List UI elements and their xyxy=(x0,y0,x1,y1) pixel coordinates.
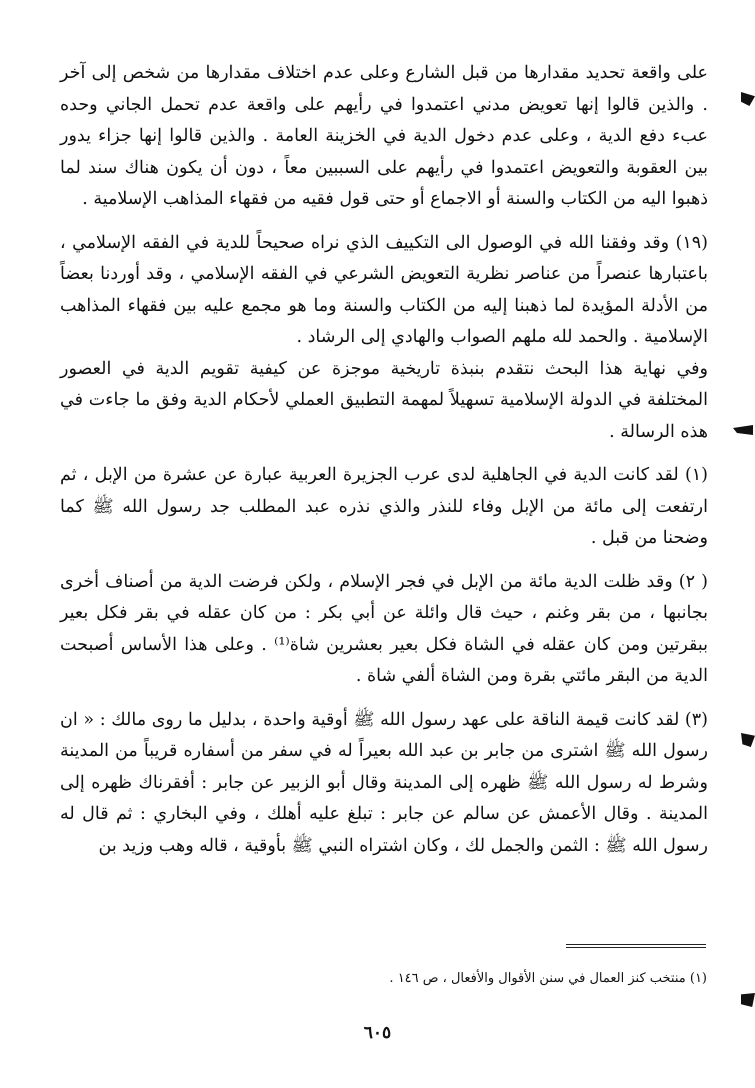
page-number: ٦٠٥ xyxy=(363,1023,392,1043)
list-item-3: (٣) لقد كانت قيمة الناقة على عهد رسول الله ﷺ أوقية واحدة ، بدليل ما روى مالك : « ان رسول الله ﷺ اشترى من جابر بن عبد الله بعيراً له في سفر من أسفاره قريباً من المدينة وشرط له رسول الله ﷺ ظهره إلى المدينة وقال أبو الزبير عن جابر : أفقرناك ظهره إلى المدينة . وقال الأعمش عن سالم عن جابر : تبلغ عليه أهلك ، وفي البخاري : ثم قال له رسول الله ﷺ : الثمن والجمل لك ، وكان اشتراه النبي ﷺ بأوقية ، قاله وهب وزيد بن xyxy=(60,709,708,856)
scan-mark-icon xyxy=(741,733,755,747)
scan-mark-icon xyxy=(733,425,753,435)
footnote: (١) منتخب كنز العمال في سنن الأقوال والأفعال ، ص ١٤٦ . xyxy=(389,971,707,986)
scan-mark-icon xyxy=(741,92,755,106)
footnote-divider xyxy=(566,944,706,948)
list-item-1: (١) لقد كانت الدية في الجاهلية لدى عرب الجزيرة العربية عبارة عن عشرة من الإبل ، ثم ارتفعت إلى مائة من الإبل وفاء للنذر والذي نذره عبد المطلب جد رسول الله ﷺ كما وضحنا من قبل . xyxy=(60,465,708,548)
page-body xyxy=(60,58,708,862)
paragraph-1: على واقعة تحديد مقدارها من قبل الشارع وعلى عدم اختلاف مقدارها من شخص إلى آخر . والذين قالوا إنها تعويض مدني اعتمدوا في رأيهم على واقعة عدم تحمل الجاني وحده عبء دفع الدية ، وعلى عدم دخول الدية في الخزينة العامة . والذين قالوا إنها جزاء يدور بين العقوبة والتعويض اعتمدوا في رأيهم على السببين معاً ، دون أن يكون هناك سند لما ذهبوا اليه من الكتاب والسنة أو الاجماع أو حتى قول فقيه من فقهاء المذاهب الإسلامية . xyxy=(60,63,708,209)
list-item-2: ( ٢) وقد ظلت الدية مائة من الإبل في فجر الإسلام ، ولكن فرضت الدية من أصناف أخرى بجانبها ، من بقر وغنم ، حيث قال وائلة عن أبي بكر : من كان عقله في بقر فكل بعير ببقرتين ومن كان عقله في الشاة فكل بعير بعشرين شاة⁽¹⁾ . وعلى هذا الأساس أصبحت الدية من البقر مائتي بقرة ومن الشاة ألفي شاة . xyxy=(60,571,709,686)
scan-mark-icon xyxy=(741,993,755,1007)
paragraph-19: (١٩) وقد وفقنا الله في الوصول الى التكييف الذي نراه صحيحاً للدية في الفقه الإسلامي ، باعتبارها عنصراً من عناصر نظرية التعويض الشرعي في الفقه الإسلامي ، وقد أوردنا بعضاً من الأدلة المؤيدة لما ذهبنا إليه من الكتاب والسنة وما هو مجمع عليه بين فقهاء المذاهب الإسلامية . والحمد لله ملهم الصواب والهادي إلى الرشاد . xyxy=(60,232,708,347)
paragraph-conclusion: وفي نهاية هذا البحث نتقدم بنبذة تاريخية موجزة عن كيفية تقويم الدية في العصور المختلفة في الدولة الإسلامية تسهيلاً لمهمة التطبيق العملي لأحكام الدية وفق ما جاءت في هذه الرسالة . xyxy=(60,358,708,442)
